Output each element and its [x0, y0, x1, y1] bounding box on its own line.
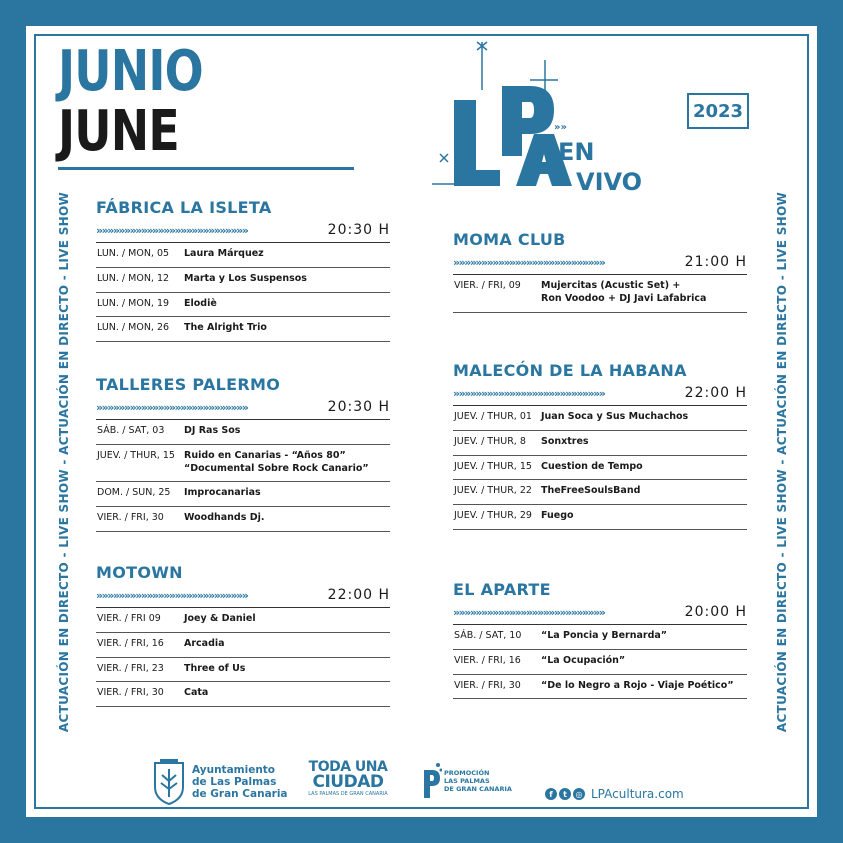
event-date: VIER. / FRI, 30	[97, 512, 164, 524]
list-item	[96, 507, 390, 532]
event-act: Cata	[184, 687, 209, 699]
list-item	[453, 675, 747, 700]
ciudad-line-1: TODA UNA	[308, 759, 388, 775]
event-act: “La Ocupación”	[541, 654, 626, 666]
event-act: Elodiè	[184, 297, 217, 309]
promocion-text	[444, 770, 512, 793]
venue-name: MALECÓN DE LA HABANA	[453, 361, 687, 380]
venue-talleres-palermo	[96, 375, 390, 532]
month-english: JUNE	[58, 99, 179, 164]
instagram-icon[interactable]: ◎	[573, 788, 585, 800]
venue-header-bar	[96, 585, 390, 605]
event-date: SÁB. / SAT, 10	[454, 630, 522, 641]
event-date: VIER. / FRI, 16	[454, 654, 521, 666]
venue-motown	[96, 563, 390, 707]
venue-time: 20:30 H	[327, 399, 390, 415]
logo-en: EN	[558, 138, 595, 166]
chevron-strip: »»»»»»»»»»»»»»»»»»»»»»»»»»»	[453, 255, 605, 269]
event-date: VIER. / FRI, 30	[97, 687, 164, 699]
promocion-line-2: LAS PALMAS	[444, 777, 490, 786]
event-date: SÁB. / SAT, 03	[97, 425, 165, 436]
event-act	[184, 450, 369, 476]
coat-of-arms-icon	[152, 759, 186, 805]
list-item	[453, 406, 747, 431]
event-act: Three of Us	[184, 662, 246, 674]
promocion-line-3: DE GRAN CANARIA	[444, 784, 512, 793]
event-date: JUEV. / THUR, 22	[454, 485, 532, 497]
venue-name: TALLERES PALERMO	[96, 375, 281, 394]
venue-header-bar	[96, 220, 390, 240]
lpa-en-vivo-logo	[430, 38, 660, 198]
event-act: Sonxtres	[541, 435, 589, 447]
chevron-strip: »»»»»»»»»»»»»»»»»»»»»»»»»»»	[453, 605, 605, 619]
event-act: Cuestion de Tempo	[541, 460, 643, 472]
twitter-icon[interactable]: t	[559, 788, 571, 800]
list-item	[96, 482, 390, 507]
venue-header-bar	[96, 397, 390, 417]
event-act: TheFreeSoulsBand	[541, 485, 641, 497]
venue-el-aparte	[453, 580, 747, 699]
list-item	[96, 682, 390, 707]
venue-time: 20:30 H	[327, 222, 390, 238]
event-act: “La Poncia y Bernarda”	[541, 630, 668, 641]
chevron-strip: »»»»»»»»»»»»»»»»»»»»»»»»»»»	[96, 588, 248, 602]
ayuntamiento-line-2: de Las Palmas	[192, 775, 277, 788]
venue-time: 21:00 H	[684, 254, 747, 270]
event-date: JUEV. / THUR, 01	[454, 411, 532, 422]
event-act: Juan Soca y Sus Muchachos	[541, 411, 689, 422]
month-spanish: JUNIO	[58, 39, 203, 104]
list-item	[96, 658, 390, 683]
event-date: VIER. / FRI 09	[97, 613, 161, 624]
list-item	[96, 633, 390, 658]
venue-time: 22:00 H	[327, 587, 390, 603]
event-date: LUN. / MON, 19	[97, 297, 170, 309]
logo-vivo: VIVO	[576, 168, 643, 196]
event-date: JUEV. / THUR, 15	[97, 449, 175, 461]
ciudad-line-3: LAS PALMAS DE GRAN CANARIA	[308, 791, 388, 797]
promocion-logo	[420, 752, 530, 812]
chevron-strip: »»»»»»»»»»»»»»»»»»»»»»»»»»»	[453, 386, 605, 400]
month-divider	[58, 167, 354, 170]
ayuntamiento-text	[192, 764, 288, 800]
venue-malecon-de-la-habana	[453, 361, 747, 530]
year-badge: 2023	[687, 93, 749, 129]
list-item	[453, 431, 747, 456]
chevron-strip: »»»»»»»»»»»»»»»»»»»»»»»»»»»	[96, 400, 248, 414]
list-item	[453, 480, 747, 505]
side-label-right: ACTUACIÓN EN DIRECTO - LIVE SHOW - ACTUACIÓN EN DIRECTO - LIVE SHOW	[775, 191, 789, 733]
list-item	[96, 293, 390, 318]
list-item	[96, 608, 390, 633]
venue-name: EL APARTE	[453, 580, 551, 599]
list-item	[453, 456, 747, 481]
event-act: DJ Ras Sos	[184, 425, 241, 436]
venue-header-bar	[453, 602, 747, 622]
side-label-left: ACTUACIÓN EN DIRECTO - LIVE SHOW - ACTUACIÓN EN DIRECTO - LIVE SHOW	[57, 191, 71, 733]
ayuntamiento-line-1: Ayuntamiento	[192, 763, 276, 776]
promocion-p-icon	[420, 762, 442, 802]
venue-fabrica-la-isleta	[96, 198, 390, 342]
event-act: Woodhands Dj.	[184, 512, 265, 524]
venue-header-bar	[453, 252, 747, 272]
event-act: The Alright Trio	[184, 322, 267, 334]
facebook-icon[interactable]: f	[545, 788, 557, 800]
event-date: VIER. / FRI, 09	[454, 280, 521, 291]
venue-time: 20:00 H	[684, 604, 747, 620]
list-item	[96, 420, 390, 445]
event-act: Arcadia	[184, 637, 225, 649]
venue-time: 22:00 H	[684, 385, 747, 401]
list-item	[453, 625, 747, 650]
ayuntamiento-logo	[152, 752, 292, 812]
chevron-strip: »»»»»»»»»»»»»»»»»»»»»»»»»»»	[96, 223, 248, 237]
event-act-line-2: “Documental Sobre Rock Canario”	[184, 462, 369, 474]
list-item	[96, 445, 390, 483]
event-date: JUEV. / THUR, 15	[454, 460, 532, 472]
event-act-line-2: Ron Voodoo + DJ Javi Lafabrica	[541, 292, 707, 304]
event-date: LUN. / MON, 26	[97, 322, 170, 334]
venue-header-bar	[453, 383, 747, 403]
venue-name: FÁBRICA LA ISLETA	[96, 198, 272, 217]
event-act: Improcanarias	[184, 487, 261, 499]
venue-name: MOTOWN	[96, 563, 183, 582]
event-date: DOM. / SUN, 25	[97, 487, 171, 499]
event-date: VIER. / FRI, 23	[97, 662, 164, 674]
event-act: “De lo Negro a Rojo - Viaje Poético”	[541, 679, 734, 691]
website-link[interactable]: LPAcultura.com	[591, 787, 684, 801]
event-act: Marta y Los Suspensos	[184, 272, 307, 284]
list-item	[453, 505, 747, 530]
ciudad-line-2: CIUDAD	[312, 772, 384, 792]
venue-name: MOMA CLUB	[453, 230, 566, 249]
event-date: VIER. / FRI, 16	[97, 637, 164, 649]
venue-moma-club	[453, 230, 747, 313]
event-date: LUN. / MON, 12	[97, 272, 170, 284]
list-item	[96, 268, 390, 293]
promocion-line-1: PROMOCIÓN	[444, 769, 490, 778]
ayuntamiento-line-3: de Gran Canaria	[192, 788, 288, 801]
list-item	[96, 243, 390, 268]
event-act: Fuego	[541, 510, 574, 522]
list-item	[453, 650, 747, 675]
event-date: JUEV. / THUR, 8	[454, 435, 526, 447]
event-act: Laura Márquez	[184, 248, 264, 259]
list-item	[453, 275, 747, 313]
event-date: LUN. / MON, 05	[97, 248, 170, 259]
event-date: JUEV. / THUR, 29	[454, 510, 532, 522]
toda-una-ciudad-logo	[306, 760, 390, 820]
event-date: VIER. / FRI, 30	[454, 679, 521, 691]
list-item	[96, 317, 390, 342]
event-act-line-1: Ruido en Canarias - “Años 80”	[184, 449, 346, 461]
event-act	[541, 280, 706, 306]
event-act: Joey & Daniel	[184, 613, 256, 624]
event-act-line-1: Mujercitas (Acustic Set) +	[541, 280, 681, 291]
logo-chevrons: »»	[554, 122, 567, 133]
social-links	[545, 784, 705, 804]
